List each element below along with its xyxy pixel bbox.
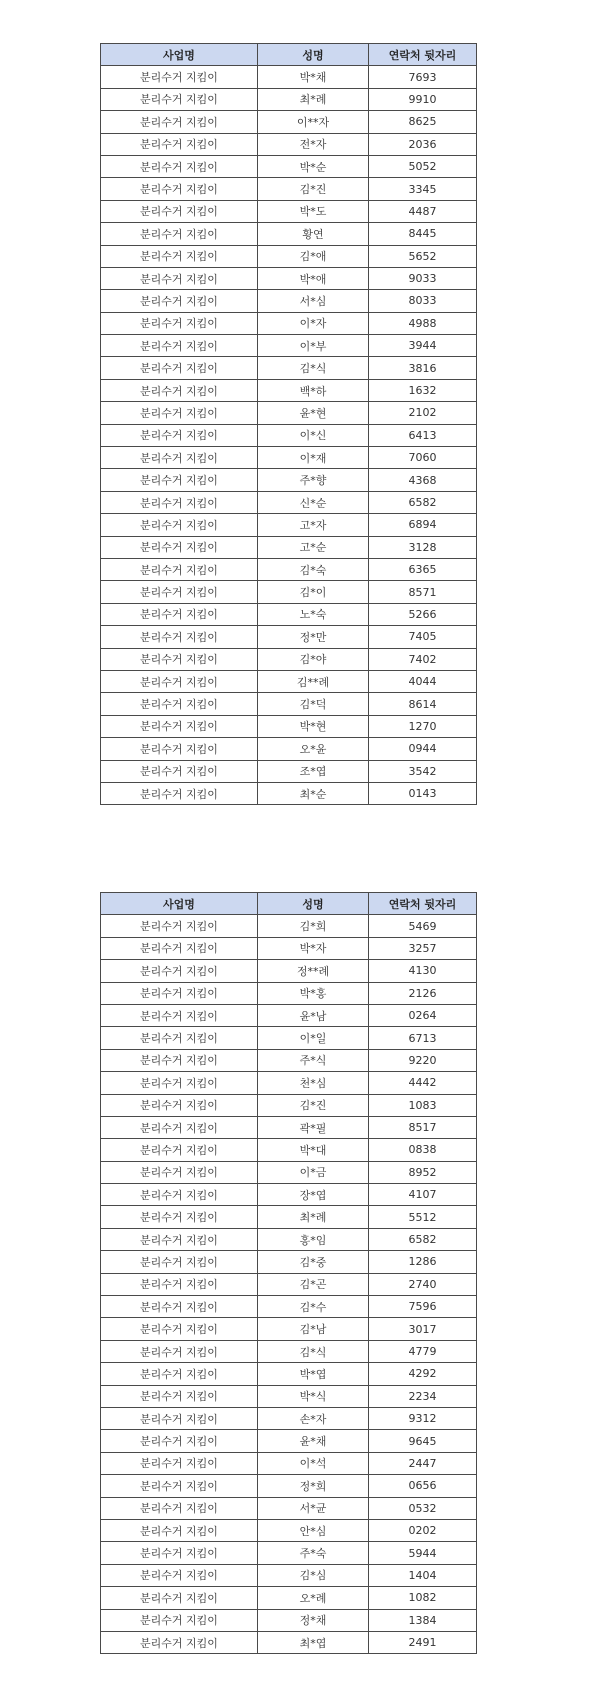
table-body (101, 66, 477, 805)
cell-phone-last-digits: 7060 (369, 447, 477, 469)
table-row (101, 760, 477, 782)
cell-business: 분리수거 지킴이 (101, 335, 258, 357)
cell-business: 분리수거 지킴이 (101, 357, 258, 379)
roster-table-2 (100, 892, 477, 1654)
cell-phone-last-digits: 1384 (369, 1609, 477, 1631)
table-row (101, 290, 477, 312)
table-row (101, 491, 477, 513)
cell-business: 분리수거 지킴이 (101, 782, 258, 804)
table-row (101, 312, 477, 334)
cell-name: 정*채 (258, 1609, 369, 1631)
cell-name: 이*부 (258, 335, 369, 357)
table-row (101, 937, 477, 959)
cell-phone-last-digits: 7402 (369, 648, 477, 670)
cell-name: 이*석 (258, 1452, 369, 1474)
cell-phone-last-digits: 3542 (369, 760, 477, 782)
cell-phone-last-digits: 4292 (369, 1363, 477, 1385)
table-row (101, 1296, 477, 1318)
table-row (101, 1609, 477, 1631)
table-header (101, 893, 477, 915)
cell-name: 김*남 (258, 1318, 369, 1340)
cell-phone-last-digits: 5512 (369, 1206, 477, 1228)
cell-phone-last-digits: 0944 (369, 738, 477, 760)
cell-name: 이*자 (258, 312, 369, 334)
table-row (101, 1251, 477, 1273)
cell-phone-last-digits: 4044 (369, 670, 477, 692)
cell-phone-last-digits: 2447 (369, 1452, 477, 1474)
cell-phone-last-digits: 5266 (369, 603, 477, 625)
cell-business: 분리수거 지킴이 (101, 760, 258, 782)
table-row (101, 1273, 477, 1295)
cell-business: 분리수거 지킴이 (101, 245, 258, 267)
cell-phone-last-digits: 4779 (369, 1340, 477, 1362)
cell-phone-last-digits: 0202 (369, 1519, 477, 1541)
cell-phone-last-digits: 4487 (369, 200, 477, 222)
cell-phone-last-digits: 1270 (369, 715, 477, 737)
cell-business: 분리수거 지킴이 (101, 1452, 258, 1474)
cell-name: 서*심 (258, 290, 369, 312)
cell-business: 분리수거 지킴이 (101, 1251, 258, 1273)
cell-phone-last-digits: 9645 (369, 1430, 477, 1452)
cell-phone-last-digits: 2036 (369, 133, 477, 155)
cell-name: 장*엽 (258, 1184, 369, 1206)
cell-phone-last-digits: 6582 (369, 1228, 477, 1250)
cell-phone-last-digits: 6413 (369, 424, 477, 446)
table-row (101, 626, 477, 648)
cell-name: 김*진 (258, 1094, 369, 1116)
cell-phone-last-digits: 8571 (369, 581, 477, 603)
cell-phone-last-digits: 7405 (369, 626, 477, 648)
table-row (101, 200, 477, 222)
table-row (101, 536, 477, 558)
cell-phone-last-digits: 2126 (369, 982, 477, 1004)
cell-name: 이*일 (258, 1027, 369, 1049)
cell-phone-last-digits: 5469 (369, 915, 477, 937)
table-row (101, 982, 477, 1004)
cell-business: 분리수거 지킴이 (101, 670, 258, 692)
cell-name: 백*하 (258, 379, 369, 401)
table-row (101, 447, 477, 469)
cell-name: 곽*필 (258, 1116, 369, 1138)
cell-name: 박*홍 (258, 982, 369, 1004)
table-row (101, 402, 477, 424)
cell-phone-last-digits: 5944 (369, 1542, 477, 1564)
cell-name: 황연 (258, 223, 369, 245)
cell-phone-last-digits: 1082 (369, 1587, 477, 1609)
cell-phone-last-digits: 8952 (369, 1161, 477, 1183)
cell-name: 오*례 (258, 1587, 369, 1609)
table-row (101, 245, 477, 267)
table-row (101, 267, 477, 289)
cell-name: 박*순 (258, 155, 369, 177)
table-header (101, 44, 477, 66)
table-row (101, 155, 477, 177)
header-business: 사업명 (101, 893, 258, 915)
cell-phone-last-digits: 3816 (369, 357, 477, 379)
table-row (101, 1228, 477, 1250)
cell-business: 분리수거 지킴이 (101, 937, 258, 959)
cell-phone-last-digits: 4988 (369, 312, 477, 334)
cell-phone-last-digits: 8614 (369, 693, 477, 715)
header-name: 성명 (258, 44, 369, 66)
cell-business: 분리수거 지킴이 (101, 402, 258, 424)
table-row (101, 1206, 477, 1228)
table-row (101, 1340, 477, 1362)
cell-business: 분리수거 지킴이 (101, 1139, 258, 1161)
cell-name: 고*순 (258, 536, 369, 558)
table-row (101, 1363, 477, 1385)
cell-phone-last-digits: 2234 (369, 1385, 477, 1407)
cell-name: 정**례 (258, 960, 369, 982)
cell-business: 분리수거 지킴이 (101, 1318, 258, 1340)
cell-name: 최*례 (258, 88, 369, 110)
cell-phone-last-digits: 8625 (369, 111, 477, 133)
cell-business: 분리수거 지킴이 (101, 66, 258, 88)
cell-business: 분리수거 지킴이 (101, 379, 258, 401)
cell-name: 서*균 (258, 1497, 369, 1519)
table-row (101, 715, 477, 737)
cell-phone-last-digits: 7596 (369, 1296, 477, 1318)
cell-name: 윤*채 (258, 1430, 369, 1452)
table-row (101, 66, 477, 88)
cell-phone-last-digits: 4107 (369, 1184, 477, 1206)
table-row (101, 738, 477, 760)
cell-phone-last-digits: 6894 (369, 514, 477, 536)
cell-name: 홍*임 (258, 1228, 369, 1250)
table-row (101, 379, 477, 401)
cell-phone-last-digits: 3128 (369, 536, 477, 558)
cell-name: 이*금 (258, 1161, 369, 1183)
cell-business: 분리수거 지킴이 (101, 1587, 258, 1609)
cell-phone-last-digits: 9033 (369, 267, 477, 289)
cell-phone-last-digits: 3944 (369, 335, 477, 357)
cell-business: 분리수거 지킴이 (101, 1497, 258, 1519)
cell-phone-last-digits: 1286 (369, 1251, 477, 1273)
cell-name: 최*례 (258, 1206, 369, 1228)
cell-phone-last-digits: 2491 (369, 1631, 477, 1653)
table-row (101, 1004, 477, 1026)
table-row (101, 670, 477, 692)
cell-phone-last-digits: 1083 (369, 1094, 477, 1116)
cell-name: 김*수 (258, 1296, 369, 1318)
cell-business: 분리수거 지킴이 (101, 1184, 258, 1206)
cell-business: 분리수거 지킴이 (101, 1004, 258, 1026)
cell-phone-last-digits: 6365 (369, 558, 477, 580)
cell-phone-last-digits: 0264 (369, 1004, 477, 1026)
cell-name: 이**자 (258, 111, 369, 133)
cell-name: 천*심 (258, 1072, 369, 1094)
cell-name: 김*야 (258, 648, 369, 670)
cell-phone-last-digits: 3017 (369, 1318, 477, 1340)
cell-phone-last-digits: 6713 (369, 1027, 477, 1049)
cell-name: 김*희 (258, 915, 369, 937)
cell-name: 김*심 (258, 1564, 369, 1586)
cell-name: 최*순 (258, 782, 369, 804)
cell-name: 윤*현 (258, 402, 369, 424)
cell-name: 김*식 (258, 1340, 369, 1362)
cell-phone-last-digits: 5652 (369, 245, 477, 267)
cell-business: 분리수거 지킴이 (101, 447, 258, 469)
cell-name: 김*이 (258, 581, 369, 603)
table-row (101, 1184, 477, 1206)
cell-business: 분리수거 지킴이 (101, 200, 258, 222)
table-row (101, 1094, 477, 1116)
header-business: 사업명 (101, 44, 258, 66)
cell-phone-last-digits: 0656 (369, 1475, 477, 1497)
cell-name: 조*엽 (258, 760, 369, 782)
cell-phone-last-digits: 7693 (369, 66, 477, 88)
cell-phone-last-digits: 4442 (369, 1072, 477, 1094)
table-row (101, 1116, 477, 1138)
cell-name: 최*엽 (258, 1631, 369, 1653)
cell-business: 분리수거 지킴이 (101, 424, 258, 446)
cell-business: 분리수거 지킴이 (101, 558, 258, 580)
cell-business: 분리수거 지킴이 (101, 693, 258, 715)
table-row (101, 1542, 477, 1564)
cell-business: 분리수거 지킴이 (101, 536, 258, 558)
cell-name: 김*애 (258, 245, 369, 267)
table-row (101, 1497, 477, 1519)
cell-phone-last-digits: 0532 (369, 1497, 477, 1519)
table-body (101, 915, 477, 1654)
cell-phone-last-digits: 0838 (369, 1139, 477, 1161)
cell-business: 분리수거 지킴이 (101, 1049, 258, 1071)
cell-phone-last-digits: 8033 (369, 290, 477, 312)
cell-business: 분리수거 지킴이 (101, 1296, 258, 1318)
table-row (101, 1049, 477, 1071)
table-row (101, 1452, 477, 1474)
table-row (101, 1385, 477, 1407)
table-row (101, 111, 477, 133)
table-row (101, 1564, 477, 1586)
cell-business: 분리수거 지킴이 (101, 178, 258, 200)
cell-business: 분리수거 지킴이 (101, 155, 258, 177)
cell-business: 분리수거 지킴이 (101, 1363, 258, 1385)
table-row (101, 1587, 477, 1609)
header-row (101, 893, 477, 915)
cell-name: 윤*남 (258, 1004, 369, 1026)
table-row (101, 1027, 477, 1049)
cell-business: 분리수거 지킴이 (101, 1385, 258, 1407)
cell-name: 박*엽 (258, 1363, 369, 1385)
cell-phone-last-digits: 4368 (369, 469, 477, 491)
cell-business: 분리수거 지킴이 (101, 982, 258, 1004)
table-row (101, 693, 477, 715)
cell-business: 분리수거 지킴이 (101, 960, 258, 982)
table-row (101, 558, 477, 580)
cell-name: 박*식 (258, 1385, 369, 1407)
cell-business: 분리수거 지킴이 (101, 111, 258, 133)
cell-business: 분리수거 지킴이 (101, 738, 258, 760)
cell-business: 분리수거 지킴이 (101, 1116, 258, 1138)
cell-business: 분리수거 지킴이 (101, 469, 258, 491)
cell-phone-last-digits: 1404 (369, 1564, 477, 1586)
cell-phone-last-digits: 3345 (369, 178, 477, 200)
table-row (101, 1139, 477, 1161)
cell-business: 분리수거 지킴이 (101, 626, 258, 648)
cell-name: 주*식 (258, 1049, 369, 1071)
table-row (101, 960, 477, 982)
cell-phone-last-digits: 8517 (369, 1116, 477, 1138)
cell-phone-last-digits: 9220 (369, 1049, 477, 1071)
cell-name: 주*향 (258, 469, 369, 491)
cell-business: 분리수거 지킴이 (101, 290, 258, 312)
header-phone-last-digits: 연락처 뒷자리 (369, 893, 477, 915)
cell-name: 노*숙 (258, 603, 369, 625)
cell-business: 분리수거 지킴이 (101, 88, 258, 110)
cell-name: 김**례 (258, 670, 369, 692)
cell-phone-last-digits: 1632 (369, 379, 477, 401)
cell-phone-last-digits: 2102 (369, 402, 477, 424)
cell-business: 분리수거 지킴이 (101, 312, 258, 334)
cell-business: 분리수거 지킴이 (101, 715, 258, 737)
table-row (101, 424, 477, 446)
cell-business: 분리수거 지킴이 (101, 1631, 258, 1653)
cell-name: 김*진 (258, 178, 369, 200)
cell-phone-last-digits: 4130 (369, 960, 477, 982)
table-row (101, 782, 477, 804)
table-row (101, 469, 477, 491)
table-row (101, 1430, 477, 1452)
cell-business: 분리수거 지킴이 (101, 1072, 258, 1094)
table-row (101, 514, 477, 536)
cell-business: 분리수거 지킴이 (101, 1564, 258, 1586)
cell-name: 박*대 (258, 1139, 369, 1161)
table-row (101, 178, 477, 200)
table-row (101, 223, 477, 245)
cell-name: 김*중 (258, 1251, 369, 1273)
cell-business: 분리수거 지킴이 (101, 1206, 258, 1228)
cell-phone-last-digits: 0143 (369, 782, 477, 804)
cell-business: 분리수거 지킴이 (101, 1094, 258, 1116)
cell-name: 김*식 (258, 357, 369, 379)
cell-phone-last-digits: 9910 (369, 88, 477, 110)
table-row (101, 1475, 477, 1497)
cell-business: 분리수거 지킴이 (101, 1228, 258, 1250)
header-phone-last-digits: 연락처 뒷자리 (369, 44, 477, 66)
cell-business: 분리수거 지킴이 (101, 223, 258, 245)
cell-business: 분리수거 지킴이 (101, 915, 258, 937)
cell-name: 정*희 (258, 1475, 369, 1497)
table-row (101, 1519, 477, 1541)
table-row (101, 915, 477, 937)
cell-business: 분리수거 지킴이 (101, 514, 258, 536)
cell-name: 안*심 (258, 1519, 369, 1541)
table-row (101, 1631, 477, 1653)
cell-name: 신*순 (258, 491, 369, 513)
cell-business: 분리수거 지킴이 (101, 267, 258, 289)
header-name: 성명 (258, 893, 369, 915)
table-row (101, 88, 477, 110)
cell-name: 전*자 (258, 133, 369, 155)
cell-business: 분리수거 지킴이 (101, 1273, 258, 1295)
cell-business: 분리수거 지킴이 (101, 1430, 258, 1452)
cell-phone-last-digits: 9312 (369, 1407, 477, 1429)
cell-phone-last-digits: 3257 (369, 937, 477, 959)
table-row (101, 1318, 477, 1340)
cell-business: 분리수거 지킴이 (101, 1519, 258, 1541)
cell-business: 분리수거 지킴이 (101, 581, 258, 603)
cell-phone-last-digits: 6582 (369, 491, 477, 513)
cell-business: 분리수거 지킴이 (101, 648, 258, 670)
cell-business: 분리수거 지킴이 (101, 603, 258, 625)
cell-phone-last-digits: 2740 (369, 1273, 477, 1295)
cell-business: 분리수거 지킴이 (101, 1475, 258, 1497)
roster-table-1 (100, 43, 477, 805)
table-row (101, 357, 477, 379)
table-row (101, 603, 477, 625)
cell-name: 박*애 (258, 267, 369, 289)
cell-name: 고*자 (258, 514, 369, 536)
cell-business: 분리수거 지킴이 (101, 1027, 258, 1049)
cell-business: 분리수거 지킴이 (101, 1340, 258, 1362)
table-row (101, 581, 477, 603)
table-row (101, 1072, 477, 1094)
cell-name: 이*신 (258, 424, 369, 446)
cell-name: 박*도 (258, 200, 369, 222)
table-row (101, 648, 477, 670)
cell-name: 김*곤 (258, 1273, 369, 1295)
cell-name: 오*윤 (258, 738, 369, 760)
cell-business: 분리수거 지킴이 (101, 133, 258, 155)
table-row (101, 335, 477, 357)
cell-phone-last-digits: 5052 (369, 155, 477, 177)
cell-business: 분리수거 지킴이 (101, 1161, 258, 1183)
cell-name: 손*자 (258, 1407, 369, 1429)
cell-name: 김*덕 (258, 693, 369, 715)
cell-name: 김*숙 (258, 558, 369, 580)
table-row (101, 1407, 477, 1429)
cell-name: 정*만 (258, 626, 369, 648)
cell-name: 박*자 (258, 937, 369, 959)
header-row (101, 44, 477, 66)
cell-business: 분리수거 지킴이 (101, 1609, 258, 1631)
cell-name: 이*재 (258, 447, 369, 469)
cell-business: 분리수거 지킴이 (101, 491, 258, 513)
cell-phone-last-digits: 8445 (369, 223, 477, 245)
cell-business: 분리수거 지킴이 (101, 1407, 258, 1429)
table-row (101, 133, 477, 155)
cell-business: 분리수거 지킴이 (101, 1542, 258, 1564)
cell-name: 주*숙 (258, 1542, 369, 1564)
table-row (101, 1161, 477, 1183)
cell-name: 박*현 (258, 715, 369, 737)
cell-name: 박*채 (258, 66, 369, 88)
